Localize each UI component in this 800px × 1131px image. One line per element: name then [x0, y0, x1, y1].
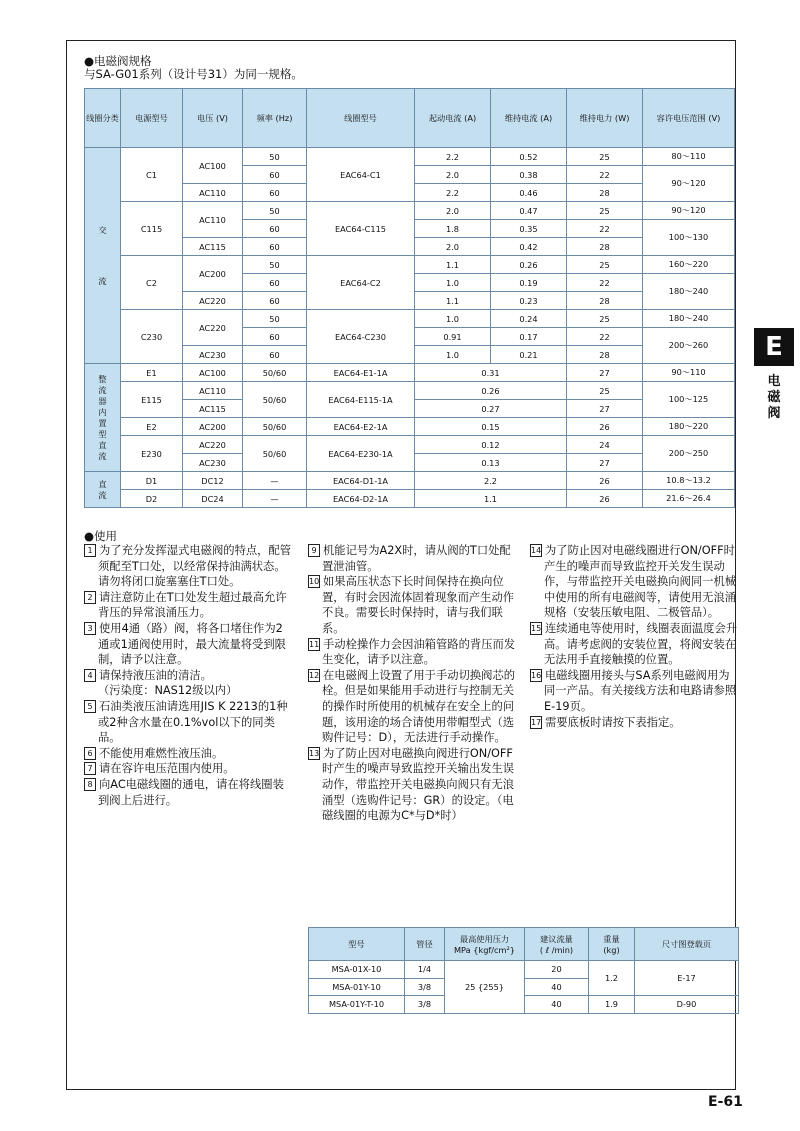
cell: 25	[567, 148, 643, 166]
cell: E2	[121, 418, 183, 436]
cell: 0.17	[491, 328, 567, 346]
usage-column-3	[530, 543, 740, 730]
header-cell: 容许电压范围 (V)	[643, 89, 735, 148]
cell: 22	[567, 166, 643, 184]
cell: E1	[121, 364, 183, 382]
cell: 180～220	[643, 418, 735, 436]
cell: 28	[567, 184, 643, 202]
class-dc: 直流	[85, 472, 121, 508]
usage-column-1	[84, 543, 294, 808]
cell: 22	[567, 328, 643, 346]
cell: 26	[567, 472, 643, 490]
cell: 80～110	[643, 148, 735, 166]
class-ac: 交 流	[85, 148, 121, 364]
header-cell: 型号	[309, 928, 405, 961]
cell: 1.0	[415, 274, 491, 292]
cell: 0.35	[491, 220, 567, 238]
cell: 40	[525, 978, 589, 996]
cell: EAC64-C2	[307, 256, 415, 310]
table-row	[309, 961, 739, 979]
table-row	[85, 148, 735, 166]
list-item: 11 手动栓操作力会因油箱管路的背压而发生变化，请予以注意。	[309, 637, 516, 667]
cell: 60	[243, 238, 307, 256]
cell: 1/4	[405, 961, 445, 979]
cell: AC200	[183, 418, 243, 436]
table-row	[85, 256, 735, 274]
cell: 60	[243, 292, 307, 310]
cell: 0.23	[491, 292, 567, 310]
cell: 200～250	[643, 436, 735, 472]
cell: EAC64-C230	[307, 310, 415, 364]
cell: 40	[525, 996, 589, 1014]
cell: 10.8～13.2	[643, 472, 735, 490]
cell: 0.26	[415, 382, 567, 400]
header-cell: 起动电流 (A)	[415, 89, 491, 148]
cell: 1.9	[589, 996, 635, 1014]
cell: AC220	[183, 292, 243, 310]
cell: 100～125	[643, 382, 735, 418]
table-row	[85, 202, 735, 220]
cell: EAC64-C1	[307, 148, 415, 202]
list-item: 8 向AC电磁线圈的通电，请在将线圈装到阀上后进行。	[84, 777, 294, 808]
header-cell: 线圈分类	[85, 89, 121, 148]
cell: 60	[243, 220, 307, 238]
cell: 2.0	[415, 202, 491, 220]
cell: 3/8	[405, 996, 445, 1014]
header-cell: 线圈型号	[307, 89, 415, 148]
cell: 0.15	[415, 418, 567, 436]
cell: 180～240	[643, 274, 735, 310]
cell: 26	[567, 418, 643, 436]
cell: DC24	[183, 490, 243, 508]
header-cell: 重量 (kg)	[589, 928, 635, 961]
cell: 21.6～26.4	[643, 490, 735, 508]
cell: EAC64-D1-1A	[307, 472, 415, 490]
list-item: 6 不能使用难燃性液压油。	[84, 746, 294, 762]
cell: E-17	[635, 961, 739, 996]
cell: 20	[525, 961, 589, 979]
class-rectifier: 整流器内置型直流	[85, 364, 121, 472]
cell: AC220	[183, 310, 243, 346]
cell: AC100	[183, 364, 243, 382]
cell: 50	[243, 202, 307, 220]
cell: C2	[121, 256, 183, 310]
list-item: 4 请保持液压油的清洁。	[84, 668, 294, 684]
cell: 27	[567, 400, 643, 418]
section-tab-letter: E	[754, 328, 794, 366]
cell: EAC64-C115	[307, 202, 415, 256]
table-row	[85, 382, 735, 400]
cell: 0.47	[491, 202, 567, 220]
list-item: 10 如果高压状态下长时间保持在换向位置，有时会因流体固着现象而产生动作不良。需要长时保持时，请与我们联系。	[309, 575, 515, 635]
cell: 0.31	[415, 364, 567, 382]
cell: 50	[243, 310, 307, 328]
cell: EAC64-E115-1A	[307, 382, 415, 418]
cell: AC110	[183, 382, 243, 400]
cell: 90～120	[643, 202, 735, 220]
cell: 60	[243, 346, 307, 364]
cell: AC230	[183, 454, 243, 472]
cell: 24	[567, 436, 643, 454]
cell: 50	[243, 256, 307, 274]
header-cell: 电压 (V)	[183, 89, 243, 148]
list-item: 7 请在容许电压范围内使用。	[84, 761, 294, 777]
cell: 27	[567, 364, 643, 382]
list-item: 15 连续通电等使用时，线圈表面温度会升高。请考虑阀的安装位置，将阀安装在无法用手直接触摸的位置。	[531, 621, 738, 667]
cell: 60	[243, 166, 307, 184]
cell: MSA-01Y-T-10	[309, 996, 405, 1014]
section-subtitle: 与SA-G01系列（设计号31）为同一规格。	[84, 67, 303, 81]
cell: EAC64-E1-1A	[307, 364, 415, 382]
cell: —	[243, 490, 307, 508]
header-cell: 管径	[405, 928, 445, 961]
cell: D1	[121, 472, 183, 490]
section-tab-label: 电 磁 阀	[767, 374, 781, 421]
table-row	[85, 472, 735, 490]
cell: C115	[121, 202, 183, 256]
cell: 2.0	[415, 166, 491, 184]
cell: 25	[567, 202, 643, 220]
cell: 0.12	[415, 436, 567, 454]
cell: 1.0	[415, 346, 491, 364]
solenoid-spec-table	[84, 88, 735, 508]
cell: 1.1	[415, 256, 491, 274]
cell: 25 {255}	[445, 961, 525, 1014]
cell: E230	[121, 436, 183, 472]
list-item: 14 为了防止因对电磁线圈进行ON/OFF时产生的噪声而导致监控开关发生误动作，与带监控开关电磁换向阀同一机械中使用的所有电磁阀等，请使用无浪涌规格（安装压敏电阻、二极管品）。	[531, 544, 737, 620]
table-row	[85, 364, 735, 382]
cell: 1.1	[415, 292, 491, 310]
cell: 2.0	[415, 238, 491, 256]
list-item: 3 使用4通（路）阀，将各口堵住作为2通或1通阀使用时，最大流量将受到限制，请予以注意。	[84, 621, 294, 668]
cell: 0.42	[491, 238, 567, 256]
cell: AC110	[183, 184, 243, 202]
cell: 0.46	[491, 184, 567, 202]
cell: 1.0	[415, 310, 491, 328]
list-item: 16 电磁线圈用接头与SA系列电磁阀用为同一产品。有关接线方法和电路请参照E-19页。	[531, 668, 737, 713]
table-row	[85, 310, 735, 328]
cell: 60	[243, 328, 307, 346]
cell: AC115	[183, 238, 243, 256]
list-item: 1 为了充分发挥湿式电磁阀的特点，配管须配至T口处，以经常保持油满状态。请勿将闭口旋塞塞住T口处。	[84, 543, 294, 590]
cell: 90～110	[643, 364, 735, 382]
table-row	[85, 490, 735, 508]
cell: 200～260	[643, 328, 735, 364]
cell: 50/60	[243, 436, 307, 472]
cell: 28	[567, 292, 643, 310]
header-cell: 最高使用压力 MPa {kgf/cm²}	[445, 928, 525, 961]
cell: 0.24	[491, 310, 567, 328]
cell: D2	[121, 490, 183, 508]
cell: 0.21	[491, 346, 567, 364]
cell: 26	[567, 490, 643, 508]
header-cell: 电源型号	[121, 89, 183, 148]
table-row	[85, 418, 735, 436]
header-cell: 建议流量 ( ℓ /min)	[525, 928, 589, 961]
list-item: 13 为了防止因对电磁换向阀进行ON/OFF时产生的噪声导致监控开关输出发生误动作，带监控开关电磁换向阀只有无浪涌型（选购件记号：GR）的设定。（电磁线圈的电源为C*与D*时）	[309, 746, 515, 823]
page-number: E-61	[708, 1094, 743, 1110]
list-item: 9 机能记号为A2X时，请从阀的T口处配置泄油管。	[308, 543, 518, 574]
cell: EAC64-D2-1A	[307, 490, 415, 508]
cell: EAC64-E2-1A	[307, 418, 415, 436]
cell: 25	[567, 382, 643, 400]
usage-column-2	[308, 543, 518, 824]
cell: 22	[567, 220, 643, 238]
cell: 60	[243, 274, 307, 292]
table-header-row	[85, 89, 735, 148]
header-cell: 尺寸图登载页	[635, 928, 739, 961]
cell: 0.13	[415, 454, 567, 472]
cell: 0.19	[491, 274, 567, 292]
list-item: （污染度：NAS12级以内）	[98, 684, 238, 698]
subplate-table	[308, 927, 739, 1014]
cell: 60	[243, 184, 307, 202]
cell: 100～130	[643, 220, 735, 256]
header-cell: 频率 (Hz)	[243, 89, 307, 148]
cell: 50	[243, 148, 307, 166]
cell: 28	[567, 238, 643, 256]
cell: 0.38	[491, 166, 567, 184]
table-row	[85, 436, 735, 454]
cell: C230	[121, 310, 183, 364]
cell: 180～240	[643, 310, 735, 328]
cell: 3/8	[405, 978, 445, 996]
cell: 1.8	[415, 220, 491, 238]
cell: 28	[567, 346, 643, 364]
cell: AC115	[183, 400, 243, 418]
cell: E115	[121, 382, 183, 418]
cell: 0.27	[415, 400, 567, 418]
list-item: 2 请注意防止在T口处发生超过最高允许背压的异常浪涌压力。	[84, 590, 294, 621]
cell: 2.2	[415, 184, 491, 202]
cell: 22	[567, 274, 643, 292]
header-cell: 维持电流 (A)	[491, 89, 567, 148]
cell: 1.2	[589, 961, 635, 996]
list-item: 12 在电磁阀上设置了用于手动切换阀芯的栓。但是如果能用手动进行与控制无关的操作时所使用的机械存在安全上的问题，该用途的场合请使用带帽型式（选购件记号：D），无法进行手动操作。	[309, 668, 516, 745]
cell: 2.2	[415, 472, 567, 490]
cell: EAC64-E230-1A	[307, 436, 415, 472]
cell: AC230	[183, 346, 243, 364]
cell: 1.1	[415, 490, 567, 508]
cell: MSA-01Y-10	[309, 978, 405, 996]
usage-title: ●使用	[84, 529, 118, 543]
cell: 50/60	[243, 382, 307, 418]
cell: 50/60	[243, 364, 307, 382]
cell: 2.2	[415, 148, 491, 166]
cell: AC200	[183, 256, 243, 292]
cell: 0.91	[415, 328, 491, 346]
cell: —	[243, 472, 307, 490]
list-item: 17 需要底板时请按下表指定。	[531, 715, 681, 729]
cell: 50/60	[243, 418, 307, 436]
cell: 0.52	[491, 148, 567, 166]
cell: DC12	[183, 472, 243, 490]
cell: 160～220	[643, 256, 735, 274]
cell: 25	[567, 256, 643, 274]
section-title: ●电磁阀规格	[84, 54, 152, 68]
list-item: 5 石油类液压油请选用JIS K 2213的1种或2种含水量在0.1%vol以下的同类品。	[84, 699, 294, 746]
cell: AC220	[183, 436, 243, 454]
cell: 25	[567, 310, 643, 328]
cell: MSA-01X-10	[309, 961, 405, 979]
header-cell: 维持电力 (W)	[567, 89, 643, 148]
cell: AC110	[183, 202, 243, 238]
cell: AC100	[183, 148, 243, 184]
table-header-row	[309, 928, 739, 961]
cell: D-90	[635, 996, 739, 1014]
cell: 0.26	[491, 256, 567, 274]
cell: 90～120	[643, 166, 735, 202]
cell: C1	[121, 148, 183, 202]
cell: 27	[567, 454, 643, 472]
